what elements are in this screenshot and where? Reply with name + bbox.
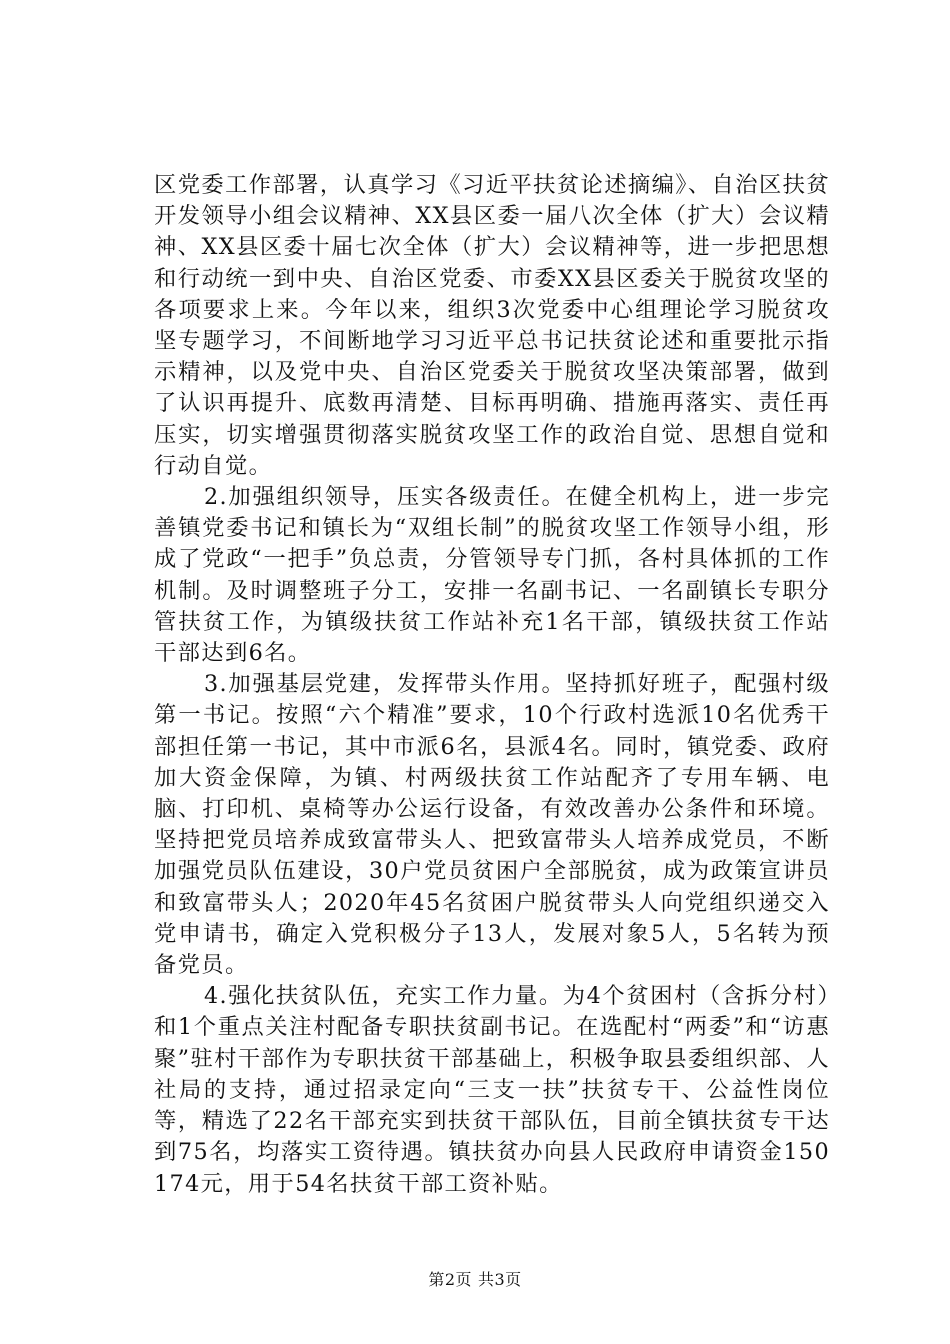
page-number: 第2页	[428, 1270, 472, 1289]
paragraph-party-building: 3.加强基层党建，发挥带头作用。坚持抓好班子，配强村级第一书记。按照“六个精准”要求，10个行政村选派10名优秀干部担任第一书记，其中市派6名，县派4名。同时，镇党委、政府加大资金保障，为镇、村两级扶贫工作站配齐了专用车辆、电脑、打印机、桌椅等办公运行设备，有效改善办公条件和环境。坚持把党员培养成致富带头人、把致富带头人培养成党员，不断加强党员队伍建设，30户党员贫困户全部脱贫，成为政策宣讲员和致富带头人；2020年45名贫困户脱贫带头人向党组织递交入党申请书，确定入党积极分子13人，发展对象5人，5名转为预备党员。	[154, 671, 830, 979]
page-footer	[0, 1270, 950, 1290]
page-total: 共3页	[478, 1270, 522, 1289]
document-body	[154, 170, 830, 1200]
paragraph-poverty-team: 4.强化扶贫队伍，充实工作力量。为4个贫困村（含拆分村）和1个重点关注村配备专职扶贫副书记。在选配村“两委”和“访惠聚”驻村干部作为专职扶贫干部基础上，积极争取县委组织部、人社局的支持，通过招录定向“三支一扶”扶贫专干、公益性岗位等，精选了22名干部充实到扶贫干部队伍，目前全镇扶贫专干达到75名，均落实工资待遇。镇扶贫办向县人民政府申请资金150174元，用于54名扶贫干部工资补贴。	[154, 983, 830, 1197]
paragraph-organization-leadership: 2.加强组织领导，压实各级责任。在健全机构上，进一步完善镇党委书记和镇长为“双组长制”的脱贫攻坚工作领导小组，形成了党政“一把手”负总责，分管领导专门抓，各村具体抓的工作机制。及时调整班子分工，安排一名副书记、一名副镇长专职分管扶贫工作，为镇级扶贫工作站补充1名干部，镇级扶贫工作站干部达到6名。	[154, 484, 830, 667]
paragraph-intro: 区党委工作部署，认真学习《习近平扶贫论述摘编》、自治区扶贫开发领导小组会议精神、XX县区委一届八次全体（扩大）会议精神、XX县区委十届七次全体（扩大）会议精神等，进一步把思想和行动统一到中央、自治区党委、市委XX县区委关于脱贫攻坚的各项要求上来。今年以来，组织3次党委中心组理论学习脱贫攻坚专题学习，不间断地学习习近平总书记扶贫论述和重要批示指示精神，以及党中央、自治区党委关于脱贫攻坚决策部署，做到了认识再提升、底数再清楚、目标再明确、措施再落实、责任再压实，切实增强贯彻落实脱贫攻坚工作的政治自觉、思想自觉和行动自觉。	[154, 172, 830, 479]
